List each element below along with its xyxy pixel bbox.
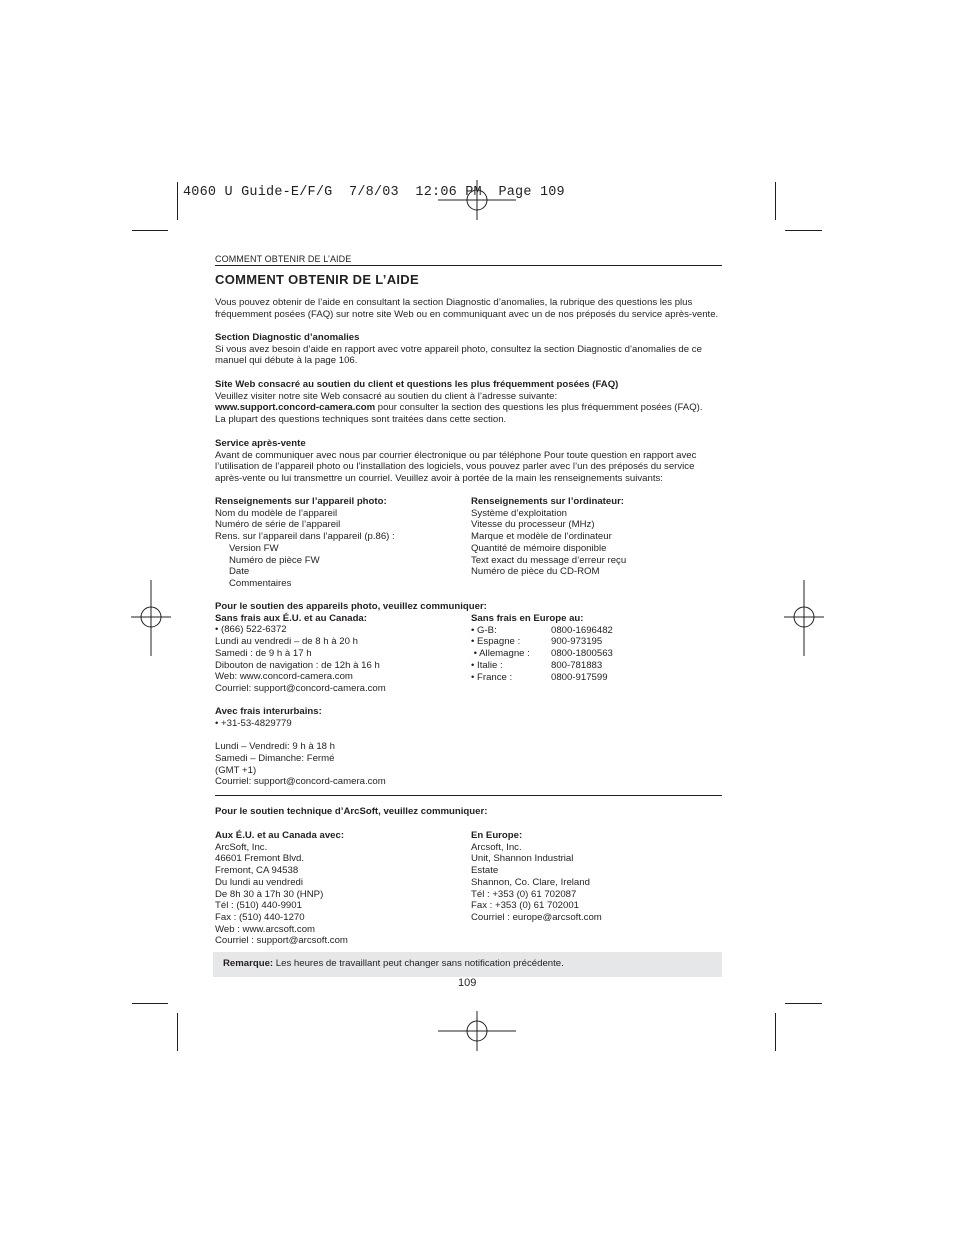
crop-mark-bottom-right-vertical [775, 1013, 776, 1051]
print-slug: 4060 U Guide-E/F/G 7/8/03 12:06 PM Page 109 [183, 185, 565, 200]
arcsoft-usa-heading: Aux É.U. et au Canada avec: [215, 830, 345, 841]
phone-row [471, 636, 613, 648]
contact-line: Samedi : de 9 h à 17 h [215, 647, 312, 659]
list-item: Vitesse du processeur (MHz) [471, 519, 595, 531]
note-box [213, 952, 722, 977]
camera-support-europe [471, 613, 613, 683]
list-subitem: Date [229, 566, 250, 578]
list-item: Quantité de mémoire disponible [471, 542, 607, 554]
arcsoft-heading: Pour le soutien technique d’ArcSoft, veuillez communiquer: [215, 806, 488, 817]
arcsoft-usa [215, 830, 348, 947]
address-line: Unit, Shannon Industrial [471, 853, 574, 865]
website-heading: Site Web consacré au soutien du client et questions les plus fréquemment posées (FAQ) [215, 379, 619, 390]
address-line: Courriel : support@arcsoft.com [215, 935, 348, 947]
crop-mark-top-left-vertical [177, 182, 178, 220]
crop-mark-top-right-vertical [775, 182, 776, 220]
arcsoft-europe-heading: En Europe: [471, 830, 523, 841]
page-title: COMMENT OBTENIR DE L’AIDE [215, 272, 419, 287]
camera-info-list [215, 496, 395, 590]
diagnostic-heading: Section Diagnostic d’anomalies [215, 332, 360, 343]
crop-mark-top-left-horizontal [132, 230, 168, 231]
contact-line: Samedi – Dimanche: Fermé [215, 752, 335, 764]
service-section [215, 438, 696, 485]
phone-number: 800-781883 [551, 659, 603, 671]
phone-number: 0800-1696482 [551, 624, 613, 636]
crop-mark-bottom-left-vertical [177, 1013, 178, 1051]
arcsoft-europe [471, 830, 602, 924]
usa-toll-free-heading: Sans frais aux É.U. et au Canada: [215, 612, 367, 624]
address-line: Web : www.arcsoft.com [215, 923, 316, 935]
camera-info-heading: Renseignements sur l’appareil photo: [215, 496, 387, 507]
country-label: • Italie : [471, 659, 503, 671]
list-item: Numéro de série de l’appareil [215, 519, 341, 531]
registration-mark-left [131, 580, 171, 656]
service-line: après-vente ou lui transmettre un courriel. Veuillez avoir à portée de la main les renseignements suivants: [215, 473, 663, 485]
page-number: 109 [458, 977, 477, 989]
country-label: • G-B: [471, 624, 497, 636]
camera-support-heading: Pour le soutien des appareils photo, veuillez communiquer: [215, 601, 487, 612]
section-rule [215, 795, 722, 796]
phone-row [471, 648, 613, 660]
contact-line: Lundi – Vendredi: 9 h à 18 h [215, 741, 336, 753]
website-line: Veuillez visiter notre site Web consacré au soutien du client à l’adresse suivante: [215, 390, 558, 402]
diagnostic-line: manuel qui débute à la page 106. [215, 355, 358, 367]
note-text [223, 958, 564, 969]
address-line: Estate [471, 865, 499, 877]
running-head: COMMENT OBTENIR DE L’AIDE [215, 254, 352, 264]
contact-line: • (866) 522-6372 [215, 624, 287, 636]
registration-mark-bottom [438, 1011, 516, 1051]
website-line: La plupart des questions techniques sont traitées dans cette section. [215, 414, 507, 426]
intro-line: fréquemment posées (FAQ) sur notre site Web ou en communiquant avec un de nos préposés du service après-vente. [215, 308, 719, 320]
country-label: • Espagne : [471, 636, 521, 648]
support-url-link[interactable]: www.support.concord-camera.com [215, 402, 376, 414]
service-line: l’utilisation de l’appareil photo ou l’installation des logiciels, vous pouvez parler avec l’un des préposés du service [215, 461, 695, 473]
note-label: Remarque: [223, 958, 274, 969]
service-line: Avant de communiquer avec nous par courrier électronique ou par téléphone Pour toute question en rapport avec [215, 449, 697, 461]
list-item: Numéro de pièce du CD-ROM [471, 566, 600, 578]
contact-line: Lundi au vendredi – de 8 h à 20 h [215, 636, 358, 648]
list-item: Marque et modèle de l’ordinateur [471, 531, 612, 543]
country-label: • France : [471, 671, 513, 683]
intro-line: Vous pouvez obtenir de l’aide en consultant la section Diagnostic d’anomalies, la rubrique des questions les plus [215, 297, 693, 308]
address-line: Courriel : europe@arcsoft.com [471, 911, 602, 923]
service-heading: Service après-vente [215, 438, 306, 449]
list-item: Rens. sur l’appareil dans l’appareil (p.86) : [215, 531, 395, 543]
address-line: De 8h 30 à 17h 30 (HNP) [215, 888, 324, 900]
crop-mark-bottom-right-horizontal [785, 1003, 822, 1004]
computer-info-heading: Renseignements sur l’ordinateur: [471, 496, 624, 507]
website-line-rest: pour consulter la section des questions les plus fréquemment posées (FAQ). [375, 402, 703, 414]
contact-line: Courriel: support@concord-camera.com [215, 776, 386, 788]
list-item: Text exact du message d’erreur reçu [471, 554, 627, 566]
toll-support [215, 706, 386, 788]
phone-row [471, 672, 613, 684]
country-label: • Allemagne : [471, 648, 530, 660]
phone-row [471, 660, 613, 672]
phone-row [471, 625, 613, 637]
registration-mark-right [784, 580, 824, 656]
website-line [215, 402, 703, 414]
intro-paragraph [215, 297, 718, 320]
list-item: Nom du modèle de l’appareil [215, 507, 338, 519]
diagnostic-line: Si vous avez besoin d’aide en rapport avec votre appareil photo, consultez la section Diagnostic d’anomalies de ce [215, 343, 702, 355]
toll-heading: Avec frais interurbains: [215, 706, 322, 717]
crop-mark-top-right-horizontal [785, 230, 822, 231]
contact-line: (GMT +1) [215, 764, 257, 776]
address-line: Arcsoft, Inc. [471, 841, 522, 853]
camera-support-usa [215, 601, 487, 695]
phone-number: 900-973195 [551, 636, 603, 648]
contact-line: Courriel: support@concord-camera.com [215, 682, 386, 694]
crop-mark-bottom-left-horizontal [132, 1003, 168, 1004]
header-rule [215, 265, 722, 266]
spacer [215, 729, 386, 741]
address-line: Tél : +353 (0) 61 702087 [471, 888, 577, 900]
europe-toll-free-heading: Sans frais en Europe au: [471, 613, 584, 624]
website-section [215, 379, 703, 426]
address-line: 46601 Fremont Blvd. [215, 853, 305, 865]
address-line: ArcSoft, Inc. [215, 841, 268, 853]
contact-line: • +31-53-4829779 [215, 717, 292, 729]
address-line: Du lundi au vendredi [215, 876, 304, 888]
diagnostic-section [215, 332, 702, 367]
list-subitem: Numéro de pièce FW [229, 554, 320, 566]
address-line: Shannon, Co. Clare, Ireland [471, 876, 590, 888]
address-line: Fax : +353 (0) 61 702001 [471, 900, 580, 912]
list-subitem: Version FW [229, 542, 279, 554]
contact-line: Web: www.concord-camera.com [215, 671, 353, 683]
address-line: Tél : (510) 440-9901 [215, 900, 302, 912]
list-item: Système d’exploitation [471, 507, 567, 519]
phone-number: 0800-917599 [551, 671, 608, 683]
phone-number: 0800-1800563 [551, 648, 613, 660]
list-subitem: Commentaires [229, 577, 292, 589]
contact-line: Dibouton de navigation : de 12h à 16 h [215, 659, 380, 671]
computer-info-list [471, 496, 626, 578]
address-line: Fremont, CA 94538 [215, 865, 299, 877]
address-line: Fax : (510) 440-1270 [215, 911, 305, 923]
note-body: Les heures de travaillant peut changer sans notification précédente. [273, 958, 564, 969]
